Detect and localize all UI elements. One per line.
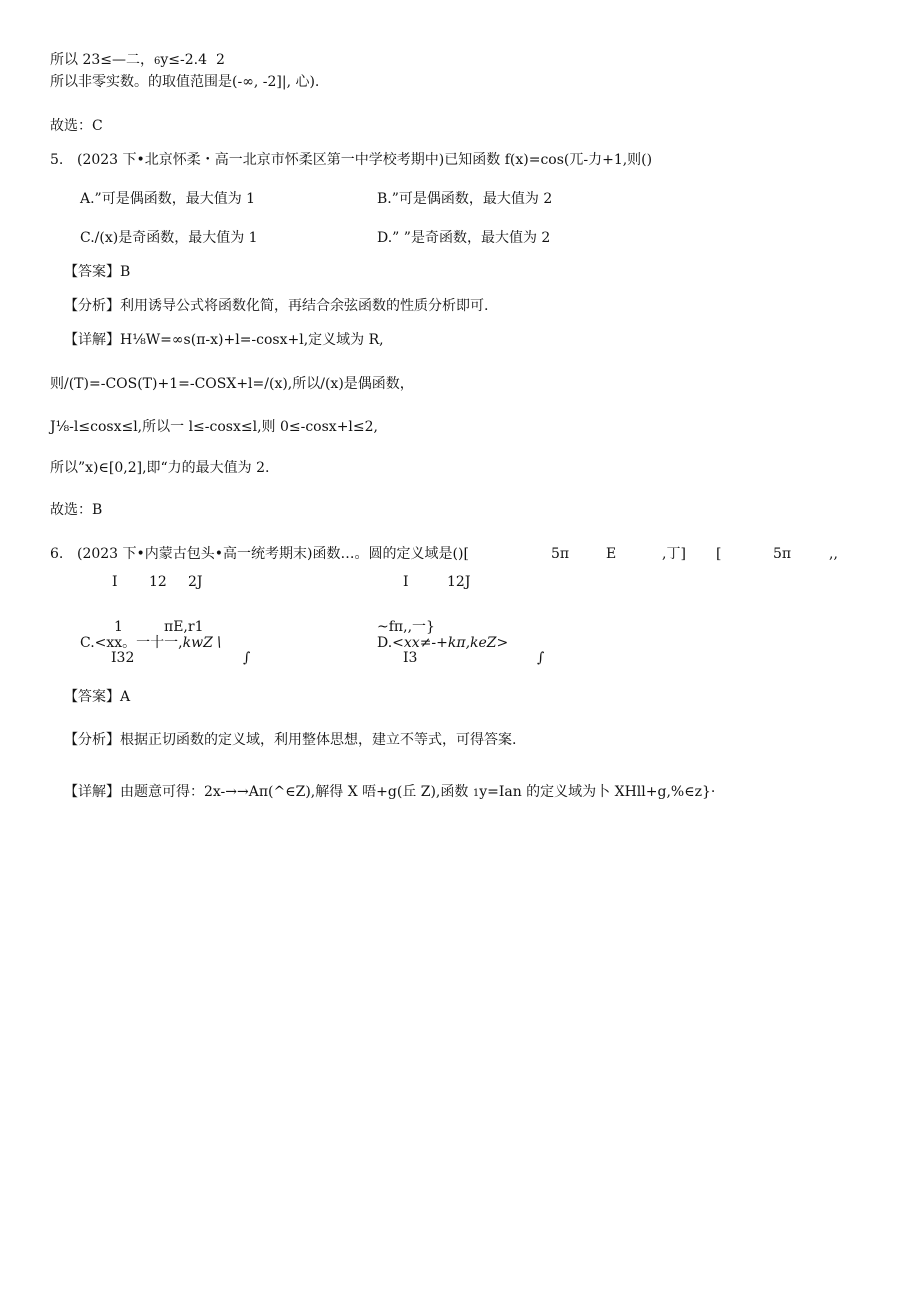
math-fragment: 5π: [551, 546, 570, 562]
math-fragment: E: [606, 546, 617, 562]
text-line: [50, 51, 207, 71]
math-fragment: ~fπ,,一}: [377, 619, 435, 635]
math-fragment: kwZ∖: [182, 635, 222, 651]
math-fragment: ,丁]: [662, 546, 686, 562]
text-fragment: y≤-2.4: [160, 52, 208, 68]
math-fragment: 2J: [188, 574, 203, 590]
math-fragment: [: [716, 546, 722, 562]
option-c: [80, 634, 222, 652]
option-a: A.”可是偶函数，最大值为 1: [80, 191, 256, 207]
detail-line: 则/(T)=-COS(T)+1=-COSX+l=/(x),所以/(x)是偶函数，: [50, 376, 414, 392]
detail-line: J⅛-l≤cosx≤l,所以一 l≤-cosx≤l,则 0≤-cosx+l≤2,: [50, 419, 378, 435]
math-fragment: I: [112, 574, 118, 590]
question-text: (2023 下•北京怀柔・高一北京市怀柔区第一中学校考期中)已知函数 f(x)=cos(兀-力+1,则(): [77, 152, 653, 168]
text-fragment: D.<: [377, 635, 404, 651]
option-d: D.” ”是奇函数，最大值为 2: [377, 230, 551, 246]
text-line: 所以非零实数。的取值范围是(-∞, -2]|, 心).: [50, 74, 320, 90]
detail-line: [64, 783, 715, 803]
text-fragment: C.<xx。一十一,: [80, 635, 183, 651]
math-fragment: πE,r1: [164, 619, 204, 635]
conclusion-line: 故选：B: [50, 502, 103, 518]
subscript-text: 1: [472, 788, 480, 799]
option-c: C./(x)是奇函数，最大值为 1: [80, 230, 258, 246]
question-number: 6.: [50, 546, 64, 562]
detail-line: 【详解】H⅛W=∞s(π-x)+l=-cosx+l,定义域为 R,: [64, 332, 384, 348]
math-fragment: 12J: [447, 574, 471, 590]
subscript-text: 6: [154, 56, 161, 67]
math-fragment: 5π: [773, 546, 792, 562]
brace-symbol: ∫: [537, 650, 545, 666]
answer-line: 【答案】B: [64, 264, 131, 280]
option-d: [377, 634, 508, 652]
option-b: B.”可是偶函数，最大值为 2: [377, 191, 553, 207]
question-number: 5.: [50, 152, 64, 168]
math-fragment: I: [403, 574, 409, 590]
answer-line: 【答案】A: [64, 689, 131, 705]
math-fragment: I32: [111, 650, 135, 666]
analysis-line: 【分析】根据正切函数的定义域，利用整体思想，建立不等式，可得答案.: [64, 732, 517, 748]
text-fragment: 【详解】由题意可得：2x-→→Aπ(^∈Z),解得 X 唔+g(丘 Z),函数: [64, 784, 469, 800]
math-fragment: I3: [403, 650, 418, 666]
math-fragment: 12: [149, 574, 167, 590]
detail-line: 所以”x)∈[0,2],即“力的最大值为 2.: [50, 460, 270, 476]
math-fragment: ,,: [829, 546, 838, 562]
text-fragment: 2: [216, 52, 225, 68]
question-text: (2023 下•内蒙古包头•高一统考期末)函数…。圆的定义域是()[: [77, 546, 469, 562]
brace-symbol: ∫: [243, 650, 251, 666]
text-fragment: y=Ian 的定义域为卜 XHll+g,%∈z}·: [479, 784, 716, 800]
analysis-line: 【分析】利用诱导公式将函数化简，再结合余弦函数的性质分析即可.: [64, 298, 489, 314]
conclusion-line: 故选：C: [50, 118, 103, 134]
math-fragment: 1: [114, 619, 123, 635]
text-fragment: 所以 23≤—二，: [50, 52, 154, 68]
math-fragment: xx≠-+kπ,keZ>: [403, 635, 509, 651]
